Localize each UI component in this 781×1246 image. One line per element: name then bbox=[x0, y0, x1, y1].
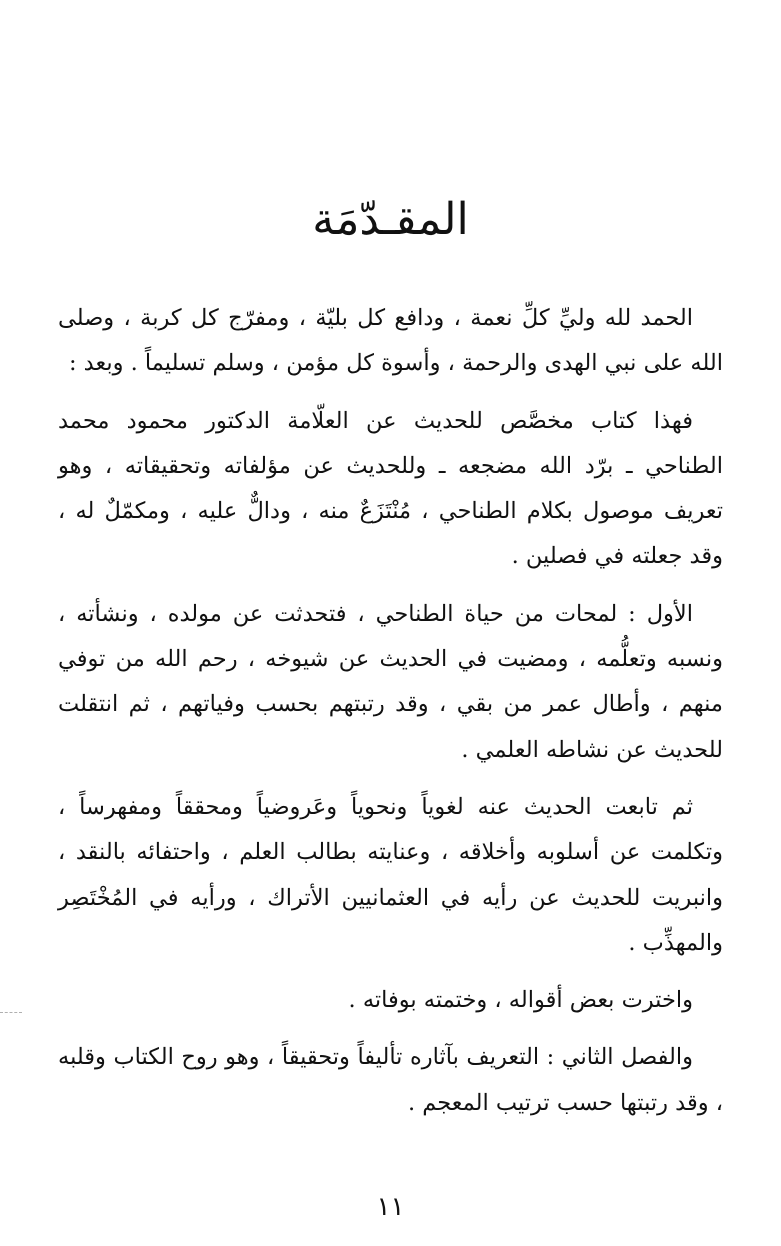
scan-edge-mark bbox=[0, 1012, 22, 1014]
page-number: ١١ bbox=[376, 1192, 405, 1222]
paragraph-sayings: واخترت بعض أقواله ، وختمته بوفاته . bbox=[348, 987, 693, 1014]
page-title: المقـدّمَة bbox=[312, 194, 469, 245]
paragraph-book-intro: فهذا كتاب مخصَّص للحديث عن العلّامة الدكتور محمود محمد الطناحي ـ برّد الله مضجعه ـ وللحديث عن مؤلفاته وتحقيقاته ، وهو تعريف موصول بكلام الطناحي ، مُنْتَزَعٌ منه ، ودالٌّ عليه ، ومكمّلٌ له ، وقد جعلته في فصلين . bbox=[58, 407, 723, 570]
paragraph-opening: الحمد لله وليِّ كلِّ نعمة ، ودافع كل بليّة ، ومفرّج كل كربة ، وصلى الله على نبي الهدى والرحمة ، وأسوة كل مؤمن ، وسلم تسليماً . وبعد : bbox=[58, 305, 723, 377]
body-text bbox=[58, 296, 723, 1138]
paragraph-second-chapter: والفصل الثاني : التعريف بآثاره تأليفاً وتحقيقاً ، وهو روح الكتاب وقلبه ، وقد رتبتها حسب ترتيب المعجم . bbox=[58, 1044, 723, 1116]
paragraph-first-chapter: الأول : لمحات من حياة الطناحي ، فتحدثت عن مولده ، ونشأته ، ونسبه وتعلُّمه ، ومضيت في الحديث عن شيوخه ، رحم الله من توفي منهم ، وأطال عمر من بقي ، وقد رتبتهم بحسب وفياتهم ، ثم انتقلت للحديث عن نشاطه العلمي . bbox=[58, 600, 723, 763]
paragraph-continuation: ثم تابعت الحديث عنه لغوياً ونحوياً وعَروضياً ومحققاً ومفهرساً ، وتكلمت عن أسلوبه وأخلاقه ، وعنايته بطالب العلم ، واحتفائه بالنقد ، وانبريت للحديث عن رأيه في العثمانيين الأتراك ، ورأيه في المُخْتَصِر والمهذِّب . bbox=[58, 793, 723, 956]
